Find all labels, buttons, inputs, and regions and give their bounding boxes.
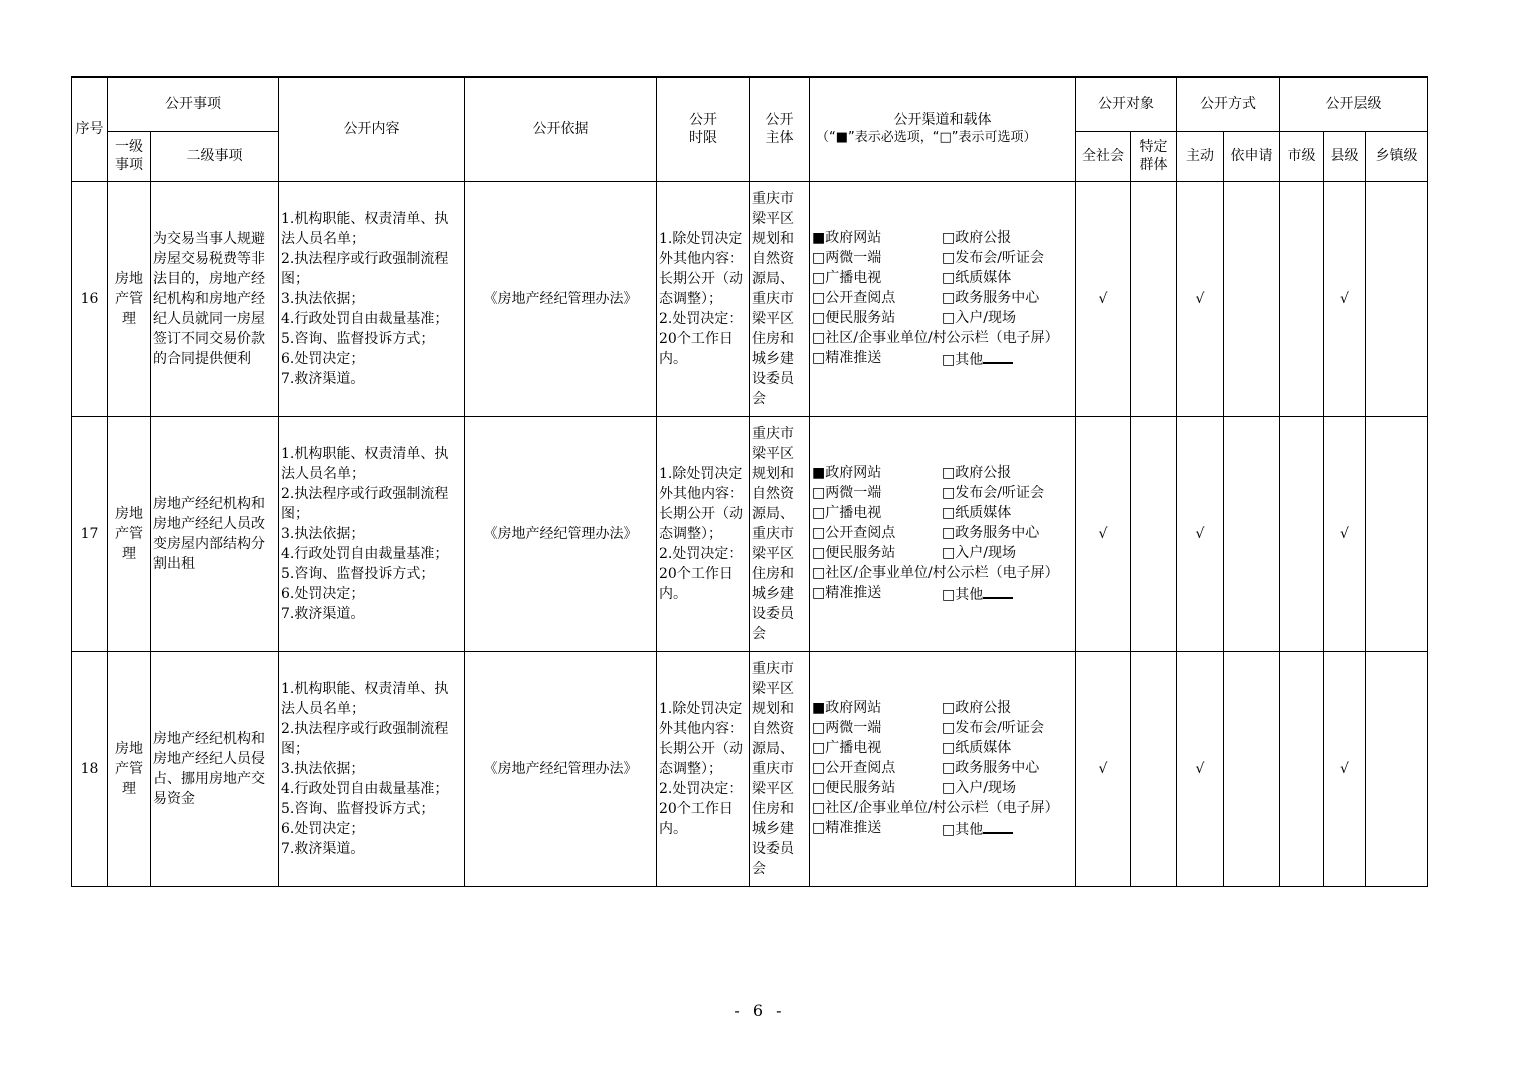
row-specific-group — [1131, 651, 1177, 886]
channel-two-micro: □两微一端 — [812, 719, 882, 736]
row-channels — [810, 416, 1076, 651]
row-content: 1.机构职能、权责清单、执法人员名单； 2.执法程序或行政强制流程图； 3.执法依据； 4.行政处罚自由裁量基准； 5.咨询、监督投诉方式； 6.处罚决定； 7.救济渠道。 — [279, 181, 465, 416]
row-seq: 18 — [72, 651, 108, 886]
disclosure-table — [71, 76, 1428, 887]
channel-precise-push: □精准推送 — [812, 819, 882, 836]
header-channel-hint: （“■”表示必选项，“□”表示可选项） — [816, 130, 1037, 146]
channel-other-wrap — [942, 818, 1073, 840]
channel-list — [812, 463, 1073, 605]
channel-community: □社区/企事业单位/村公示栏（电子屏） — [812, 564, 1059, 581]
row-time-limit: 1.除处罚决定外其他内容：长期公开（动态调整）； 2.处罚决定：20个工作日内。 — [657, 651, 750, 886]
row-specific-group — [1131, 416, 1177, 651]
channel-gov-site: ■政府网站 — [812, 229, 882, 246]
header-active: 主动 — [1177, 131, 1224, 181]
row-level1: 房地产管理 — [108, 416, 151, 651]
channel-broadcast: □广播电视 — [812, 504, 882, 521]
channel-gov-site: ■政府网站 — [812, 699, 882, 716]
channel-other: □其他 — [942, 586, 984, 603]
channel-other-wrap — [942, 583, 1073, 605]
header-city: 市级 — [1280, 131, 1324, 181]
channel-reading-point: □公开查阅点 — [812, 524, 896, 541]
row-all-society: √ — [1076, 181, 1131, 416]
row-seq: 17 — [72, 416, 108, 651]
row-basis: 《房地产经纪管理办法》 — [465, 651, 657, 886]
channel-precise-push: □精准推送 — [812, 584, 882, 601]
row-on-request — [1224, 181, 1280, 416]
channel-other-wrap — [942, 348, 1073, 370]
row-township — [1366, 416, 1428, 651]
channel-press: □发布会/听证会 — [942, 719, 1044, 736]
header-specific-group: 特定群体 — [1131, 131, 1177, 181]
channel-two-micro: □两微一端 — [812, 484, 882, 501]
channel-other: □其他 — [942, 821, 984, 838]
header-subject — [750, 77, 810, 181]
row-city — [1280, 416, 1324, 651]
header-time-limit — [657, 77, 750, 181]
row-level2: 为交易当事人规避房屋交易税费等非法目的，房地产经纪机构和房地产经纪人员就同一房屋签订不同交易价款的合同提供便利 — [151, 181, 279, 416]
row-time-limit: 1.除处罚决定外其他内容：长期公开（动态调整）； 2.处罚决定：20个工作日内。 — [657, 416, 750, 651]
channel-paper: □纸质媒体 — [942, 269, 1012, 286]
row-subject: 重庆市梁平区规划和自然资源局、重庆市梁平区住房和城乡建设委员会 — [750, 181, 810, 416]
blank-underline — [983, 348, 1013, 364]
row-content: 1.机构职能、权责清单、执法人员名单； 2.执法程序或行政强制流程图； 3.执法依据； 4.行政处罚自由裁量基准； 5.咨询、监督投诉方式； 6.处罚决定； 7.救济渠道。 — [279, 416, 465, 651]
header-level-group: 公开层级 — [1280, 77, 1428, 131]
channel-onsite: □入户/现场 — [942, 309, 1016, 326]
header-item-group: 公开事项 — [108, 77, 279, 131]
header-county: 县级 — [1324, 131, 1366, 181]
row-specific-group — [1131, 181, 1177, 416]
header-seq: 序号 — [72, 77, 108, 181]
channel-service-station: □便民服务站 — [812, 544, 896, 561]
row-active: √ — [1177, 181, 1224, 416]
row-seq: 16 — [72, 181, 108, 416]
channel-gov-gazette: □政府公报 — [942, 464, 1012, 481]
row-subject: 重庆市梁平区规划和自然资源局、重庆市梁平区住房和城乡建设委员会 — [750, 416, 810, 651]
channel-other: □其他 — [942, 351, 984, 368]
channel-gov-gazette: □政府公报 — [942, 229, 1012, 246]
channel-two-micro: □两微一端 — [812, 249, 882, 266]
row-subject: 重庆市梁平区规划和自然资源局、重庆市梁平区住房和城乡建设委员会 — [750, 651, 810, 886]
header-township: 乡镇级 — [1366, 131, 1428, 181]
channel-service-center: □政务服务中心 — [942, 289, 1040, 306]
row-county: √ — [1324, 181, 1366, 416]
row-level1: 房地产管理 — [108, 181, 151, 416]
header-channel — [810, 77, 1076, 181]
channel-gov-gazette: □政府公报 — [942, 699, 1012, 716]
channel-list — [812, 228, 1073, 370]
channel-press: □发布会/听证会 — [942, 249, 1044, 266]
channel-broadcast: □广播电视 — [812, 739, 882, 756]
channel-precise-push: □精准推送 — [812, 349, 882, 366]
channel-broadcast: □广播电视 — [812, 269, 882, 286]
channel-service-station: □便民服务站 — [812, 309, 896, 326]
row-channels — [810, 181, 1076, 416]
page-number: - 6 - — [734, 1001, 786, 1020]
channel-paper: □纸质媒体 — [942, 739, 1012, 756]
header-audience-group: 公开对象 — [1076, 77, 1177, 131]
channel-service-center: □政务服务中心 — [942, 524, 1040, 541]
row-county: √ — [1324, 651, 1366, 886]
row-all-society: √ — [1076, 416, 1131, 651]
channel-reading-point: □公开查阅点 — [812, 289, 896, 306]
row-time-limit: 1.除处罚决定外其他内容：长期公开（动态调整）； 2.处罚决定：20个工作日内。 — [657, 181, 750, 416]
channel-service-center: □政务服务中心 — [942, 759, 1040, 776]
row-active: √ — [1177, 416, 1224, 651]
row-township — [1366, 651, 1428, 886]
row-basis: 《房地产经纪管理办法》 — [465, 181, 657, 416]
channel-onsite: □入户/现场 — [942, 544, 1016, 561]
table-row — [72, 181, 1428, 416]
row-on-request — [1224, 651, 1280, 886]
channel-community: □社区/企事业单位/村公示栏（电子屏） — [812, 799, 1059, 816]
channel-paper: □纸质媒体 — [942, 504, 1012, 521]
header-subject-text: 公开主体 — [765, 112, 794, 147]
row-on-request — [1224, 416, 1280, 651]
channel-onsite: □入户/现场 — [942, 779, 1016, 796]
header-method-group: 公开方式 — [1177, 77, 1280, 131]
row-township — [1366, 181, 1428, 416]
blank-underline — [983, 818, 1013, 834]
row-channels — [810, 651, 1076, 886]
table-row — [72, 416, 1428, 651]
row-city — [1280, 651, 1324, 886]
channel-community: □社区/企事业单位/村公示栏（电子屏） — [812, 329, 1059, 346]
row-active: √ — [1177, 651, 1224, 886]
header-content: 公开内容 — [279, 77, 465, 181]
header-basis: 公开依据 — [465, 77, 657, 181]
row-level1: 房地产管理 — [108, 651, 151, 886]
row-county: √ — [1324, 416, 1366, 651]
header-level1: 一级事项 — [108, 131, 151, 181]
channel-press: □发布会/听证会 — [942, 484, 1044, 501]
header-channel-title: 公开渠道和载体 — [893, 112, 992, 129]
channel-list — [812, 698, 1073, 840]
table-row — [72, 651, 1428, 886]
header-time-limit-text: 公开时限 — [689, 112, 717, 147]
channel-gov-site: ■政府网站 — [812, 464, 882, 481]
header-level2: 二级事项 — [151, 131, 279, 181]
row-all-society: √ — [1076, 651, 1131, 886]
row-basis: 《房地产经纪管理办法》 — [465, 416, 657, 651]
header-on-request: 依申请 — [1224, 131, 1280, 181]
header-all-society: 全社会 — [1076, 131, 1131, 181]
row-content: 1.机构职能、权责清单、执法人员名单； 2.执法程序或行政强制流程图； 3.执法依据； 4.行政处罚自由裁量基准； 5.咨询、监督投诉方式； 6.处罚决定； 7.救济渠道。 — [279, 651, 465, 886]
channel-service-station: □便民服务站 — [812, 779, 896, 796]
row-city — [1280, 181, 1324, 416]
channel-reading-point: □公开查阅点 — [812, 759, 896, 776]
blank-underline — [983, 583, 1013, 599]
row-level2: 房地产经纪机构和房地产经纪人员改变房屋内部结构分割出租 — [151, 416, 279, 651]
row-level2: 房地产经纪机构和房地产经纪人员侵占、挪用房地产交易资金 — [151, 651, 279, 886]
